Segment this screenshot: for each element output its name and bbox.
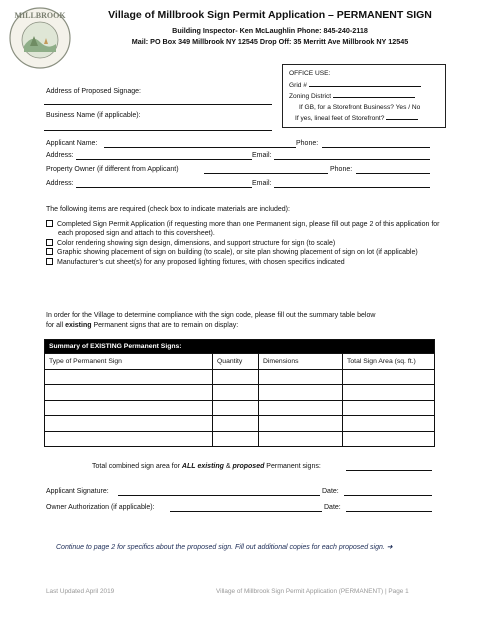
req-checkbox[interactable] (46, 248, 53, 255)
address-field[interactable] (76, 159, 252, 160)
col-quantity: Quantity (213, 354, 259, 370)
arrow-right-icon: ➜ (386, 544, 393, 551)
page-title: Village of Millbrook Sign Permit Application – PERMANENT SIGN (108, 9, 432, 21)
email-label: Email: (252, 152, 272, 159)
property-owner-field[interactable] (204, 173, 328, 174)
existing-signs-table (44, 339, 435, 447)
requirements-list (46, 220, 441, 267)
req-checkbox[interactable] (46, 258, 53, 265)
gb-question: If GB, for a Storefront Business? Yes / No (299, 103, 421, 111)
summary-intro-2: for all existing Permanent signs that are to remain on display: (46, 322, 239, 329)
req-item (46, 220, 441, 239)
owner-address-label: Address: (46, 180, 74, 187)
req-item-text: Color rendering showing sign design, dimensions, and support structure for sign (to scale) (57, 239, 336, 247)
col-total-area: Total Sign Area (sq. ft.) (343, 354, 435, 370)
req-item (46, 258, 441, 267)
address-signage-label: Address of Proposed Signage: (46, 88, 141, 95)
grid-label: Grid # (289, 81, 307, 89)
table-row (45, 369, 435, 385)
owner-email-field[interactable] (274, 187, 430, 188)
total-area-label: Total combined sign area for ALL existing & proposed Permanent signs: (92, 463, 321, 470)
zoning-label: Zoning District (289, 93, 332, 100)
date2-label: Date: (324, 504, 341, 511)
table-row (45, 431, 435, 447)
office-use-heading: OFFICE USE: (289, 70, 331, 77)
applicant-name-label: Applicant Name: (46, 140, 98, 147)
owner-email-label: Email: (252, 180, 272, 187)
req-item (46, 239, 441, 248)
footer-page: Village of Millbrook Sign Permit Application (PERMANENT) | Page 1 (216, 588, 409, 595)
req-checkbox[interactable] (46, 220, 53, 227)
zoning-field[interactable] (333, 91, 415, 98)
table-row (45, 416, 435, 432)
lineal-feet-label: If yes, lineal feet of Storefront? (295, 115, 385, 122)
applicant-name-field[interactable] (104, 147, 296, 148)
table-title: Summary of EXISTING Permanent Signs: (45, 340, 435, 354)
requirements-intro: The following items are required (check box to indicate materials are included): (46, 206, 290, 213)
grid-field[interactable] (309, 80, 421, 87)
applicant-signature-label: Applicant Signature: (46, 488, 109, 495)
summary-intro: In order for the Village to determine compliance with the sign code, please fill out the summary table below (46, 312, 376, 319)
business-name-label: Business Name (if applicable): (46, 112, 141, 119)
owner-phone-label: Phone: (330, 166, 353, 173)
date2-field[interactable] (346, 511, 432, 512)
village-seal-logo (8, 6, 72, 70)
table-row (45, 385, 435, 401)
inspector-line: Building Inspector- Ken McLaughlin Phone: 845-240-2118 (172, 26, 368, 35)
continue-note: Continue to page 2 for specifics about the proposed sign. Fill out additional copies for each proposed sign. ➜ (56, 544, 393, 551)
address-signage-field[interactable] (44, 104, 272, 105)
seal-text: MILLBROOK (14, 11, 66, 20)
req-item-text: Completed Sign Permit Application (if requesting more than one Permanent sign, please fill out page 2 of this application for each proposed sign and attach to this coversheet). (57, 221, 440, 238)
req-item (46, 248, 441, 257)
lineal-feet-field[interactable] (386, 113, 418, 120)
col-type: Type of Permanent Sign (45, 354, 213, 370)
mail-address-line: Mail: PO Box 349 Millbrook NY 12545 Drop Off: 35 Merritt Ave Millbrook NY 12545 (131, 37, 409, 46)
req-item-text: Graphic showing placement of sign on building (to scale), or site plan showing placement of sign on lot (if applicable) (57, 249, 418, 257)
owner-address-field[interactable] (76, 187, 252, 188)
owner-authorization-label: Owner Authorization (if applicable): (46, 504, 155, 511)
business-name-field[interactable] (44, 130, 272, 131)
owner-phone-field[interactable] (356, 173, 430, 174)
email-field[interactable] (274, 159, 430, 160)
date-label: Date: (322, 488, 339, 495)
footer-updated: Last Updated April 2019 (46, 588, 115, 595)
date-field[interactable] (344, 495, 432, 496)
col-dimensions: Dimensions (259, 354, 343, 370)
office-use-box (282, 64, 446, 128)
phone-field[interactable] (322, 147, 430, 148)
owner-authorization-field[interactable] (170, 511, 322, 512)
table-row (45, 400, 435, 416)
total-area-field[interactable] (346, 470, 432, 471)
address-label: Address: (46, 152, 74, 159)
property-owner-label: Property Owner (if different from Applicant) (46, 166, 179, 173)
req-checkbox[interactable] (46, 239, 53, 246)
phone-label: Phone: (296, 140, 319, 147)
req-item-text: Manufacturer’s cut sheet(s) for any proposed lighting fixtures, with chosen specifics indicated (57, 258, 345, 266)
applicant-signature-field[interactable] (118, 495, 320, 496)
